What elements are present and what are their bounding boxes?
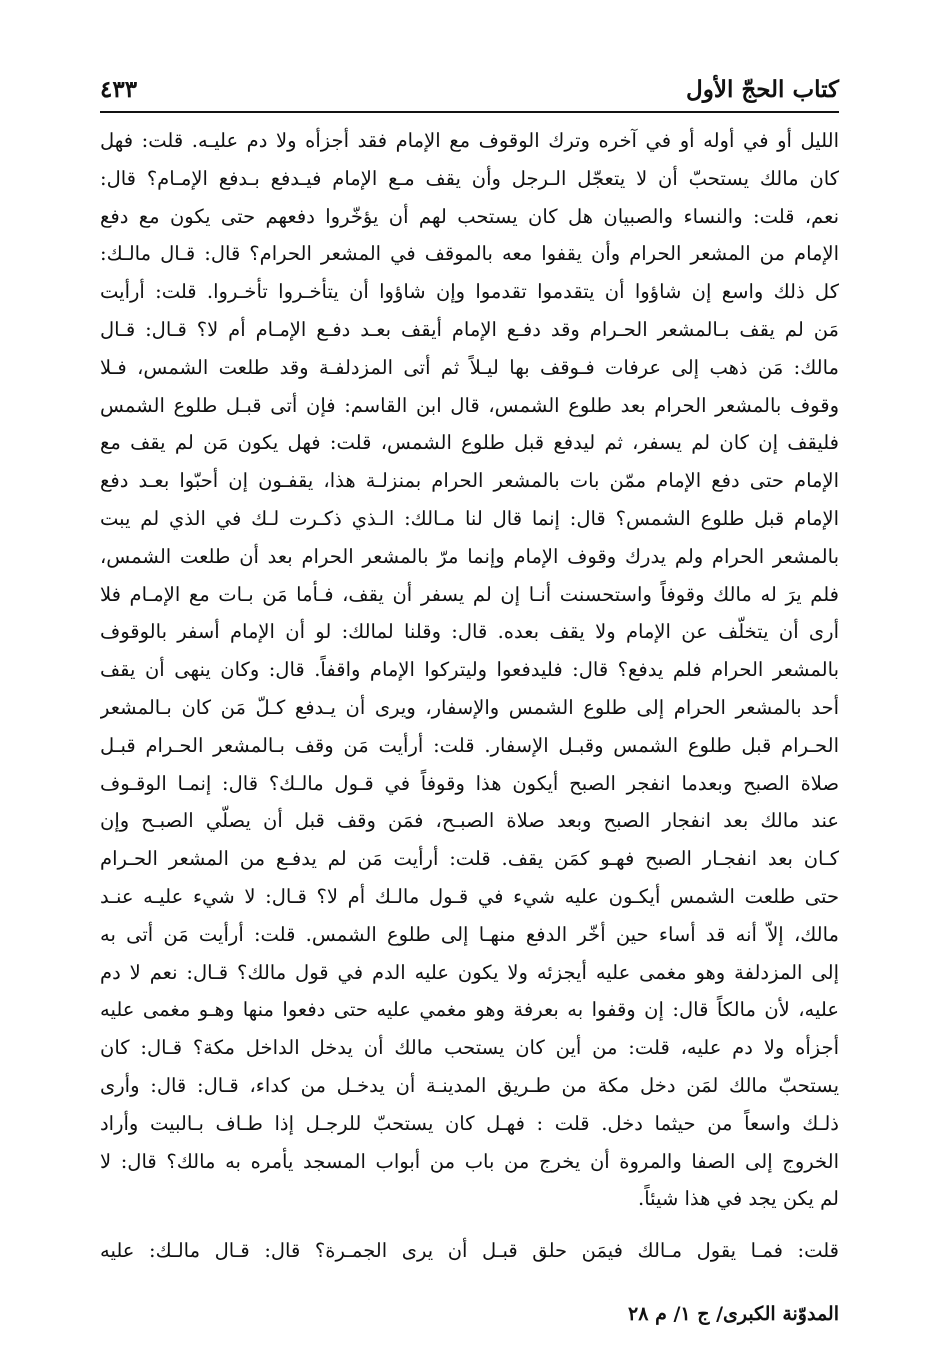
text-line: بالمشعر الحرام ولم يدرك وقوف الإمام وإنما مرّ بالمشعر الحرام بعد أن طلعت الشمس، [100, 544, 839, 568]
text-line: فليقف إن كان لم يسفر، ثم ليدفع قبل طلوع الشمس، قلت: فهل يكون مَن لم يقف مع [100, 431, 839, 455]
text-line: عند مالك بعد انفجار الصبح وبعد صلاة الصبـح، فمَن وقف قبل أن يصلّي الصبـح وإن [100, 809, 839, 833]
paragraph-gap [100, 1218, 839, 1232]
text-line: ذلـك واسعاً من حيثما دخل. قلت : فهـل كان يستحبّ للرجـل إذا طـاف بـالبيت وأراد [100, 1111, 839, 1135]
text-line: نعم، قلت: والنساء والصبيان هل كان يستحب لهم أن يؤخّروا دفعهم حتى يكون مع دفع [100, 204, 839, 228]
text-line: الحـرام قبل طلوع الشمس وقبـل الإسفار. قلت: أرأيت مَن وقف بـالمشعر الحـرام قبـل [100, 733, 839, 757]
text-line: عليه، لأن مالكاً قال: إن وقفوا به بعرفة وهو مغمي عليه حتى دفعوا منها وهـو مغمى عليه [100, 998, 839, 1022]
text-line: الإمام قبل طلوع الشمس؟ قال: إنما قال لنا مـالك: الـذي ذكـرت لـك في الذي لم يبت [100, 506, 839, 530]
text-line: كل ذلك واسع إن شاؤوا أن يتقدموا تقدموا وإن شاؤوا أن يتأخـروا تأخـروا. قلت: أرأيت [100, 280, 839, 304]
text-line: فلم يرَ له مالك وقوفاً واستحسنت أنـا إن لم يسفر أن يقف، فـأما مَن بـات مع الإمـام فلا [100, 582, 839, 606]
text-line: بالمشعر الحرام فلم يدفع؟ قال: فليدفعوا وليتركوا الإمام واقفاً. قال: وكان ينهى أن يقف [100, 658, 839, 682]
text-line: إلى المزدلفة وهو مغمى عليه أيجزئه ولا يكون عليه الدم في قول مالك؟ قـال: نعم لا دم [100, 960, 839, 984]
text-line: مالك: مَن ذهب إلى عرفات فـوقف بها ليـلاً ثم أتى المزدلفـة وقد طلعت الشمس، فـلا [100, 355, 839, 379]
text-line: كان مالك يستحبّ أن لا يتعجّل الـرجل وأن يقف مـع الإمام فيـدفع بـدفع الإمـام؟ قال: [100, 166, 839, 190]
text-line: الإمام من المشعر الحرام وأن يقفوا معه بالموقف في المشعر الحرام؟ قال: قـال مالـك: [100, 242, 839, 266]
text-line: أجزأه ولا دم عليه، قلت: من أين كان يستحب مالك أن يدخل الداخل مكة؟ قـال: كان [100, 1036, 839, 1060]
text-line: يستحبّ مالك لمَن دخل مكة من طـريق المدينـة أن يدخـل من كداء، قـال: قال: وأرى [100, 1073, 839, 1097]
text-line: الإمام حتى دفع الإمام ممّن بات بالمشعر الحرام بمنزلـة هذا، يقفـون إن أحبّوا بعـد دفع [100, 469, 839, 493]
signature-line: المدوّنة الكبرى/ ج ١/ م ٢٨ [628, 1303, 839, 1325]
body-text [100, 122, 839, 1270]
text-line: الخروج إلى الصفا والمروة أن يخرج من باب من أبواب المسجد يأمره به مالك؟ قال: لا [100, 1149, 839, 1173]
final-text-line: قلت: فمـا يقول مـالك فيمَن حلق قبـل أن يرى الجمـرة؟ قال: قـال مالـك: عليه [100, 1239, 839, 1263]
page-number: ٤٣٣ [100, 76, 138, 103]
text-line: كـان بعد انفجـار الصبح فهـو كمَن يقف. قلت: أرأيت مَن لم يدفـع من المشعر الحـرام [100, 847, 839, 871]
text-line: وقوف بالمشعر الحرام بعد طلوع الشمس، قال ابن القاسم: فإن أتى قبـل طلوع الشمس [100, 393, 839, 417]
text-line: مَن لم يقف بـالمشعر الحـرام وقد دفـع الإمام أيقف بعـد دفـع الإمـام أم لا؟ قـال: قـال [100, 317, 839, 341]
text-line: الليل أو في أوله أو في آخره وترك الوقوف مع الإمام فقد أجزأه ولا دم عليـه. قلت: فهل [100, 129, 839, 152]
text-line: مالك، إلاّ أنه قد أساء حين أخّر الدفع منهـا إلى طلوع الشمس. قلت: أرأيت مَن أتى به [100, 922, 839, 946]
text-line: أرى أن يتخلّف عن الإمام ولا يقف بعده. قال: وقلنا لمالك: لو أن الإمام أسفر بالوقوف [100, 620, 839, 644]
running-title: كتاب الحجّ الأول [686, 76, 839, 103]
header-rule [100, 111, 839, 113]
text-line: أحد بالمشعر الحرام إلى طلوع الشمس والإسفار، ويرى أن يـدفع كـلّ مَن كان بـالمشعر [100, 695, 839, 719]
text-line: حتى طلعت الشمس أيكـون عليه شيء في قـول مالـك أم لا؟ قـال: لا شيء عليـه عنـد [100, 884, 839, 908]
page-header [100, 70, 839, 110]
text-line: لم يكن يجد في هذا شيئاً. [638, 1187, 839, 1211]
text-line: صلاة الصبح وبعدما انفجر الصبح أيكون هذا وقوفاً في قـول مالـك؟ قال: إنمـا الوقـوف [100, 771, 839, 795]
